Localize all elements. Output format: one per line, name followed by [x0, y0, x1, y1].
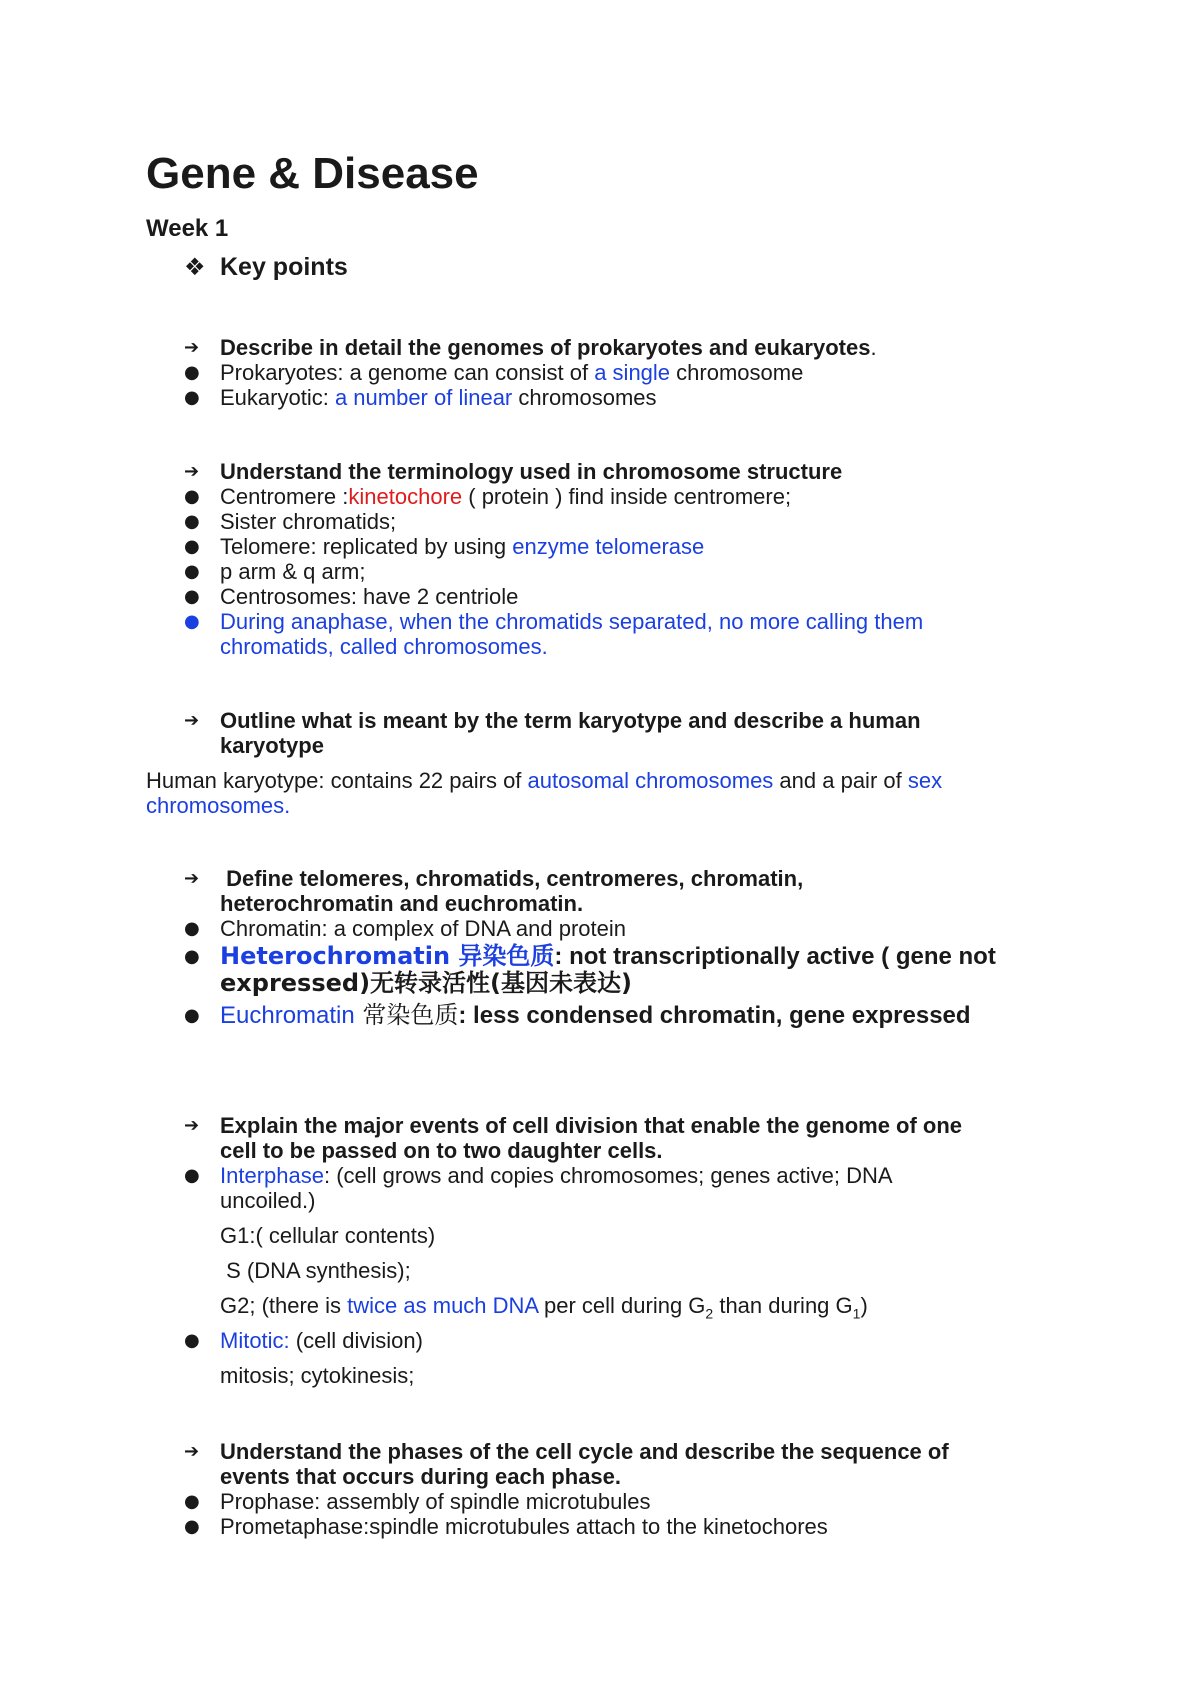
text-segment: ) — [860, 1293, 868, 1318]
bullet-icon: ● — [184, 362, 200, 383]
list-item — [184, 534, 1050, 559]
text-segment: (cell division) — [289, 1328, 423, 1353]
text-segment: twice as much DNA — [347, 1293, 538, 1318]
list-item — [184, 1163, 1050, 1188]
bullet-icon: ● — [184, 946, 200, 967]
list-item — [184, 1328, 1050, 1353]
text-segment: Human karyotype: contains 22 pairs of — [146, 768, 528, 793]
text-segment: . — [870, 335, 877, 360]
text-segment: Sister chromatids; — [220, 509, 397, 534]
text-segment: 常染色质 — [354, 1001, 459, 1029]
text-segment: chromosome — [670, 360, 804, 385]
list-item — [184, 1001, 1050, 1029]
arrow-icon: ➔ — [184, 1115, 200, 1136]
text-segment: uncoiled.) — [220, 1188, 316, 1213]
text-segment: and a pair of — [773, 768, 908, 793]
text-segment: Eukaryotic: — [220, 385, 335, 410]
text-segment: Heterochromatin 异染色质 — [220, 942, 555, 970]
text-segment: chromatids, called chromosomes. — [220, 634, 548, 659]
interphase-g2 — [220, 1293, 1050, 1326]
document-title: Gene & Disease — [146, 149, 479, 198]
interphase-s — [220, 1258, 1050, 1283]
list-item — [184, 484, 1050, 509]
week-heading: Week 1 — [146, 215, 229, 242]
text-segment: events that occurs during each phase. — [220, 1464, 622, 1489]
list-item-continuation — [220, 1363, 1050, 1388]
text-segment: chromosomes — [512, 385, 657, 410]
section-heading-continuation — [220, 733, 1050, 758]
list-item — [184, 360, 1050, 385]
bullet-icon: ● — [184, 586, 200, 607]
text-segment: expressed)无转录活性(基因未表达) — [220, 969, 632, 997]
arrow-icon: ➔ — [184, 337, 200, 358]
text-segment: : not transcriptionally active ( gene not — [554, 943, 996, 970]
text-segment: During anaphase, when the chromatids separated, no more calling them — [220, 609, 924, 634]
bullet-icon: ● — [184, 1330, 200, 1351]
text-segment: Mitotic: — [220, 1328, 290, 1353]
text-segment: kinetochore — [348, 484, 463, 509]
section-heading — [184, 866, 1050, 891]
diamond-bullet-icon: ❖ — [184, 253, 206, 281]
text-segment: heterochromatin and euchromatin. — [220, 891, 584, 916]
text-segment: Understand the terminology used in chromosome structure — [220, 459, 843, 484]
bullet-icon: ● — [184, 561, 200, 582]
list-item — [184, 1514, 1050, 1539]
text-segment: than during G — [713, 1293, 853, 1318]
list-item-continuation — [220, 970, 1050, 997]
text-segment: Prophase: assembly of spindle microtubules — [220, 1489, 651, 1514]
interphase-g1 — [220, 1223, 1050, 1248]
list-item — [184, 509, 1050, 534]
text-segment: sex — [907, 768, 943, 793]
text-segment: G2; (there is — [220, 1293, 348, 1318]
section-heading — [184, 1439, 1050, 1464]
text-segment: a single — [594, 360, 671, 385]
arrow-icon: ➔ — [184, 868, 200, 889]
section-heading-continuation — [220, 1138, 1050, 1163]
text-segment: Explain the major events of cell division that enable the genome of one — [220, 1113, 963, 1138]
list-item-continuation — [220, 1188, 1050, 1213]
text-segment: mitosis; cytokinesis; — [220, 1363, 415, 1388]
bullet-icon: ● — [184, 486, 200, 507]
text-segment: S (DNA synthesis); — [220, 1258, 411, 1283]
list-item — [184, 559, 1050, 584]
text-segment: Chromatin: a complex of DNA and protein — [220, 916, 626, 941]
bullet-icon: ● — [184, 1165, 200, 1186]
list-item — [184, 385, 1050, 410]
arrow-icon: ➔ — [184, 710, 200, 731]
section-heading — [184, 1113, 1050, 1138]
text-segment: : (cell grows and copies chromosomes; genes active; DNA — [323, 1163, 893, 1188]
list-item — [184, 609, 1050, 634]
bullet-icon: ● — [184, 1516, 200, 1537]
text-segment: Telomere: replicated by using — [220, 534, 513, 559]
text-segment: Understand the phases of the cell cycle and describe the sequence of — [220, 1439, 949, 1464]
text-segment: : less condensed chromatin, gene expressed — [458, 1002, 971, 1029]
list-item — [184, 916, 1050, 941]
section-heading-continuation — [220, 1464, 1050, 1489]
text-segment: Prometaphase:spindle microtubules attach to the kinetochores — [220, 1514, 828, 1539]
key-points-label: Key points — [220, 253, 348, 281]
bullet-icon: ● — [184, 387, 200, 408]
text-segment: cell to be passed on to two daughter cells. — [220, 1138, 663, 1163]
arrow-icon: ➔ — [184, 461, 200, 482]
text-segment: per cell during G — [537, 1293, 706, 1318]
list-item — [184, 1489, 1050, 1514]
text-segment: Define telomeres, chromatids, centromeres, chromatin, — [220, 866, 804, 891]
arrow-icon: ➔ — [184, 1441, 200, 1462]
text-segment: G1:( cellular contents) — [220, 1223, 436, 1248]
list-item — [184, 942, 1050, 970]
list-item — [184, 584, 1050, 609]
key-points-heading — [184, 252, 348, 282]
text-segment: 1 — [852, 1305, 861, 1322]
section-heading-continuation — [220, 891, 1050, 916]
text-segment: autosomal chromosomes — [527, 768, 774, 793]
paragraph-continuation — [146, 793, 1050, 818]
text-segment: chromosomes. — [146, 793, 291, 818]
text-segment: enzyme telomerase — [512, 534, 705, 559]
section-heading — [184, 708, 1050, 733]
text-segment: Describe in detail the genomes of prokaryotes and eukaryotes — [220, 335, 871, 360]
text-segment: 2 — [705, 1305, 714, 1322]
bullet-icon: ● — [184, 1005, 200, 1026]
paragraph — [146, 768, 1050, 793]
bullet-icon: ● — [184, 536, 200, 557]
text-segment: Euchromatin — [220, 1002, 355, 1029]
text-segment: Prokaryotes: a genome can consist of — [220, 360, 595, 385]
text-segment: ( protein ) find inside centromere; — [462, 484, 792, 509]
section-heading — [184, 459, 1050, 484]
text-segment: p arm & q arm; — [220, 559, 366, 584]
bullet-icon: ● — [184, 611, 200, 632]
section-heading — [184, 335, 1050, 360]
text-segment: Centrosomes: have 2 centriole — [220, 584, 519, 609]
text-segment: karyotype — [220, 733, 324, 758]
bullet-icon: ● — [184, 1491, 200, 1512]
text-segment: Interphase — [220, 1163, 324, 1188]
text-segment: Outline what is meant by the term karyotype and describe a human — [220, 708, 921, 733]
bullet-icon: ● — [184, 918, 200, 939]
text-segment: a number of linear — [334, 385, 513, 410]
list-item-continuation — [220, 634, 1050, 659]
bullet-icon: ● — [184, 511, 200, 532]
text-segment: Centromere : — [220, 484, 349, 509]
